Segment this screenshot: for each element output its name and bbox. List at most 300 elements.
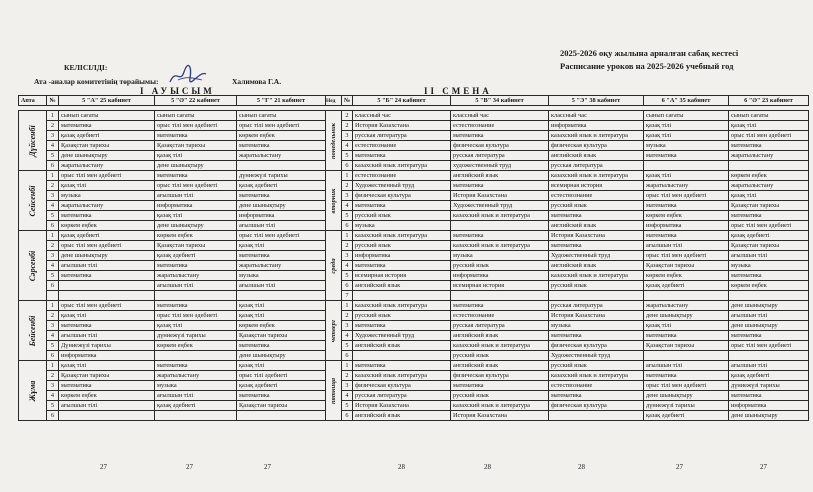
lesson-cell: математика <box>729 211 809 221</box>
lesson-number-2: 1 <box>342 231 353 241</box>
lesson-cell: информатика <box>451 271 549 281</box>
day-cell-ru <box>326 301 342 361</box>
lesson-cell: математика <box>644 151 729 161</box>
lesson-cell: естествознание <box>353 141 451 151</box>
lesson-number-2: 3 <box>342 191 353 201</box>
col-5ae: 5 "Ә" 22 кабинет <box>155 96 237 106</box>
lesson-cell: көркем еңбек <box>729 281 809 291</box>
lesson-cell: История Казахстана <box>353 121 451 131</box>
lesson-cell: дене шынықтыру <box>729 411 809 421</box>
lesson-cell: информатика <box>549 121 644 131</box>
title-ru: Расписание уроков на 2025-2026 учебный год <box>560 61 734 71</box>
lesson-cell: дүниежүзі тарихы <box>155 331 237 341</box>
lesson-cell <box>155 411 237 421</box>
lesson-cell <box>155 351 237 361</box>
lesson-cell: физическая культура <box>549 341 644 351</box>
lesson-cell: орыс тілі мен әдебиеті <box>729 341 809 351</box>
lesson-cell: естествознание <box>549 191 644 201</box>
lesson-cell: казахский язык и литература <box>451 241 549 251</box>
col-5b: 5 "Б" 24 кабинет <box>353 96 451 106</box>
lesson-cell: казахский язык и литература <box>549 271 644 281</box>
lesson-cell: орыс тілі мен әдебиеті <box>59 301 155 311</box>
schedule-row <box>19 191 809 201</box>
lesson-cell: қазақ тілі <box>644 171 729 181</box>
lesson-number: 2 <box>47 311 59 321</box>
lesson-number: 6 <box>47 221 59 231</box>
lesson-cell: орыс тілі мен әдебиеті <box>729 131 809 141</box>
lesson-cell: физическая культура <box>353 191 451 201</box>
lesson-cell: жаратылыстану <box>155 271 237 281</box>
lesson-number: 4 <box>47 391 59 401</box>
day-label-ru: среда <box>329 257 337 274</box>
lesson-cell: математика <box>451 301 549 311</box>
day-label-ru: вторник <box>329 188 337 213</box>
lesson-cell: русская литература <box>549 161 644 171</box>
lesson-cell: физическая культура <box>549 141 644 151</box>
lesson-cell: информатика <box>59 351 155 361</box>
lesson-cell: физическая культура <box>353 381 451 391</box>
lesson-number: 2 <box>47 181 59 191</box>
lesson-cell: математика <box>59 211 155 221</box>
lesson-cell: История Казахстана <box>451 191 549 201</box>
lesson-cell: математика <box>451 381 549 391</box>
col-5a: 5 "А" 25 кабинет <box>59 96 155 106</box>
lesson-cell: дене шынықтыру <box>729 321 809 331</box>
lesson-cell: қазақ тілі <box>59 181 155 191</box>
lesson-cell: художественный труд <box>451 161 549 171</box>
day-cell-kz <box>19 171 47 231</box>
lesson-cell: сынып сағаты <box>644 111 729 121</box>
lesson-cell: қазақ тілі <box>155 211 237 221</box>
lesson-cell: классный час <box>451 111 549 121</box>
lesson-cell: русский язык <box>353 311 451 321</box>
lesson-cell: математика <box>644 331 729 341</box>
approved-label: КЕЛІСІЛДІ: <box>64 63 108 72</box>
day-label-kz: Бейсенбі <box>27 315 37 346</box>
lesson-cell: көркем еңбек <box>155 231 237 241</box>
lesson-cell: Қазақстан тарихы <box>729 241 809 251</box>
lesson-cell: История Казахстана <box>549 311 644 321</box>
lesson-cell: русский язык <box>353 241 451 251</box>
day-label-kz: Жұма <box>27 380 37 401</box>
lesson-number: 3 <box>47 131 59 141</box>
lesson-cell: математика <box>59 121 155 131</box>
day-cell-kz <box>19 111 47 171</box>
lesson-number: 2 <box>47 241 59 251</box>
lesson-cell: қазақ әдебиеті <box>59 231 155 241</box>
schedule-row <box>19 301 809 311</box>
lesson-number: 4 <box>47 261 59 271</box>
lesson-number-2: 6 <box>342 411 353 421</box>
lesson-cell: русский язык <box>451 261 549 271</box>
lesson-cell: информатика <box>644 221 729 231</box>
lesson-cell: қазақ әдебиеті <box>155 401 237 411</box>
lesson-cell: қазақ тілі <box>644 321 729 331</box>
lesson-cell: математика <box>549 391 644 401</box>
lesson-number-2: 5 <box>342 401 353 411</box>
lesson-cell: дене шынықтыру <box>155 161 237 171</box>
lesson-cell: жаратылыстану <box>237 151 326 161</box>
lesson-cell: казахский язык и литература <box>549 131 644 141</box>
lesson-cell: музыка <box>237 271 326 281</box>
lesson-cell: музыка <box>353 221 451 231</box>
lesson-cell: қазақ тілі <box>644 131 729 141</box>
lesson-cell: математика <box>451 131 549 141</box>
lesson-cell: қазақ әдебиеті <box>59 131 155 141</box>
lesson-cell <box>729 161 809 171</box>
lesson-cell: дүниежүзі тарихы <box>237 171 326 181</box>
lesson-cell: жаратылыстану <box>729 181 809 191</box>
lesson-cell: дене шынықтыру <box>644 311 729 321</box>
lesson-cell: Қазақстан тарихы <box>59 141 155 151</box>
lesson-cell: жаратылыстану <box>237 261 326 271</box>
lesson-cell: музыка <box>155 381 237 391</box>
lesson-cell: қазақ тілі <box>237 301 326 311</box>
lesson-cell: қазақ тілі <box>237 361 326 371</box>
lesson-cell: орыс тілі мен әдебиеті <box>237 121 326 131</box>
lesson-number-2: 5 <box>342 211 353 221</box>
committee-name: Халимова Г.А. <box>232 77 282 86</box>
schedule-row <box>19 221 809 231</box>
lesson-number-2: 5 <box>342 271 353 281</box>
schedule-row <box>19 261 809 271</box>
lesson-cell: көркем еңбек <box>59 221 155 231</box>
schedule-row <box>19 111 809 121</box>
lesson-cell: орыс тілі мен әдебиеті <box>59 171 155 181</box>
lesson-cell: История Казахстана <box>451 411 549 421</box>
lesson-cell: Қазақстан тарихы <box>237 331 326 341</box>
lesson-cell: Художественный труд <box>451 201 549 211</box>
lesson-cell <box>353 351 451 361</box>
lesson-cell: дене шынықтыру <box>155 221 237 231</box>
lesson-cell: математика <box>237 391 326 401</box>
schedule-row <box>19 121 809 131</box>
total-6ae: 27 <box>760 463 767 471</box>
day-cell-ru <box>326 361 342 421</box>
day-label-kz: Сейсенбі <box>27 184 37 217</box>
lesson-number-2: 3 <box>342 321 353 331</box>
signature-icon <box>168 64 208 86</box>
lesson-cell: естествознание <box>451 311 549 321</box>
lesson-number: 4 <box>47 331 59 341</box>
col-6ae: 6 "Ә" 23 кабинет <box>729 96 809 106</box>
lesson-cell: қазақ әдебиеті <box>155 251 237 261</box>
schedule-row <box>19 211 809 221</box>
lesson-cell: көркем еңбек <box>644 211 729 221</box>
day-cell-ru <box>326 171 342 231</box>
lesson-number-2: 4 <box>342 201 353 211</box>
lesson-cell: ағылшын тілі <box>155 191 237 201</box>
lesson-cell: орыс тілі мен әдебиеті <box>644 191 729 201</box>
lesson-cell: жаратылыстану <box>59 201 155 211</box>
lesson-cell: английский язык <box>353 341 451 351</box>
lesson-cell: қазақ тілі <box>155 321 237 331</box>
lesson-cell: математика <box>729 271 809 281</box>
lesson-cell: математика <box>237 141 326 151</box>
lesson-cell <box>237 411 326 421</box>
lesson-cell <box>644 161 729 171</box>
lesson-cell: математика <box>155 301 237 311</box>
lesson-number-2: 4 <box>342 141 353 151</box>
lesson-cell <box>644 351 729 361</box>
total-6a: 27 <box>676 463 683 471</box>
schedule-row <box>19 281 809 291</box>
committee-label: Ата -аналар комитетінің төрайымы: <box>34 77 159 86</box>
lesson-cell: жаратылыстану <box>729 151 809 161</box>
lesson-cell: информатика <box>729 401 809 411</box>
lesson-cell: сынып сағаты <box>155 111 237 121</box>
lesson-cell: русская литература <box>353 131 451 141</box>
col-ned: Нед <box>326 96 342 106</box>
lesson-cell: Дүниежүзі тарихы <box>59 341 155 351</box>
col-5g: 5 "Г" 21 кабинет <box>237 96 326 106</box>
lesson-cell <box>451 291 549 301</box>
lesson-number: 1 <box>47 301 59 311</box>
schedule-row <box>19 371 809 381</box>
lesson-cell: физическая культура <box>451 371 549 381</box>
lesson-number: 5 <box>47 211 59 221</box>
lesson-cell: ағылшын тілі <box>59 331 155 341</box>
lesson-cell: қазақ тілі <box>644 121 729 131</box>
lesson-cell: всемирная история <box>451 281 549 291</box>
lesson-number: 6 <box>47 351 59 361</box>
lesson-cell: Художественный труд <box>353 181 451 191</box>
lesson-cell: английский язык <box>549 151 644 161</box>
schedule-row <box>19 201 809 211</box>
schedule-row <box>19 241 809 251</box>
schedule-row <box>19 181 809 191</box>
day-cell-ru <box>326 111 342 171</box>
schedule-row <box>19 401 809 411</box>
lesson-cell: дене шынықтыру <box>237 201 326 211</box>
lesson-cell: Қазақстан тарихы <box>59 371 155 381</box>
lesson-cell: қазақ әдебиеті <box>729 371 809 381</box>
lesson-cell: сынып сағаты <box>729 111 809 121</box>
col-num: № <box>47 96 59 106</box>
lesson-cell: дене шынықтыру <box>59 251 155 261</box>
lesson-cell <box>729 291 809 301</box>
lesson-cell: английский язык <box>549 221 644 231</box>
lesson-cell <box>237 291 326 301</box>
lesson-cell <box>451 221 549 231</box>
lesson-cell: русский язык <box>451 351 549 361</box>
lesson-cell: ағылшын тілі <box>729 311 809 321</box>
lesson-cell: қазақ тілі <box>237 311 326 321</box>
lesson-cell: музыка <box>729 261 809 271</box>
total-5a: 27 <box>100 463 107 471</box>
lesson-cell: Қазақстан тарихы <box>644 261 729 271</box>
lesson-cell: ағылшын тілі <box>237 281 326 291</box>
day-cell-kz <box>19 301 47 361</box>
lesson-cell: математика <box>451 231 549 241</box>
lesson-cell: жаратылыстану <box>644 301 729 311</box>
lesson-cell: дене шынықтыру <box>729 301 809 311</box>
lesson-number-2: 5 <box>342 341 353 351</box>
col-5v: 5 "В" 34 кабинет <box>451 96 549 106</box>
lesson-number-2: 3 <box>342 381 353 391</box>
lesson-cell: информатика <box>155 201 237 211</box>
lesson-number-2: 6 <box>342 281 353 291</box>
lesson-number: 2 <box>47 371 59 381</box>
lesson-cell <box>549 411 644 421</box>
lesson-cell: информатика <box>237 211 326 221</box>
lesson-cell: ағылшын тілі <box>729 361 809 371</box>
lesson-cell: английский язык <box>353 411 451 421</box>
lesson-cell: математика <box>549 241 644 251</box>
lesson-cell: орыс тілі мен әдебиеті <box>729 221 809 231</box>
lesson-cell: дүниежүзі тарихы <box>729 381 809 391</box>
lesson-cell: Қазақстан тарихы <box>237 401 326 411</box>
lesson-cell: қазақ әдебиеті <box>644 281 729 291</box>
total-5b: 28 <box>398 463 405 471</box>
lesson-cell: математика <box>59 381 155 391</box>
schedule-row <box>19 331 809 341</box>
lesson-cell: математика <box>59 321 155 331</box>
schedule-table <box>18 110 809 421</box>
lesson-cell: орыс тілі мен әдебиеті <box>237 231 326 241</box>
lesson-cell: көркем еңбек <box>729 171 809 181</box>
lesson-cell: орыс тілі мен әдебиеті <box>155 311 237 321</box>
title-kz: 2025-2026 оқу жылына арналған сабақ кестесі <box>560 48 739 58</box>
schedule-row <box>19 351 809 361</box>
lesson-cell: математика <box>59 271 155 281</box>
lesson-cell: қазақ тілі <box>59 311 155 321</box>
lesson-cell: дене шынықтыру <box>59 151 155 161</box>
lesson-cell: қазақ тілі <box>155 151 237 161</box>
lesson-cell: История Казахстана <box>353 401 451 411</box>
lesson-number: 3 <box>47 191 59 201</box>
schedule-row <box>19 411 809 421</box>
lesson-number: 5 <box>47 271 59 281</box>
lesson-cell: классный час <box>549 111 644 121</box>
lesson-number-2: 2 <box>342 311 353 321</box>
schedule-row <box>19 291 809 301</box>
lesson-cell: всемирная история <box>549 181 644 191</box>
lesson-number-2: 6 <box>342 351 353 361</box>
lesson-cell: орыс тілі әдебиеті <box>237 371 326 381</box>
lesson-cell: русский язык <box>451 391 549 401</box>
lesson-cell: русская литература <box>353 391 451 401</box>
lesson-cell: математика <box>729 391 809 401</box>
lesson-cell: всемирная история <box>353 271 451 281</box>
lesson-cell: математика <box>353 261 451 271</box>
lesson-cell <box>644 291 729 301</box>
lesson-number-2: 5 <box>342 151 353 161</box>
lesson-cell: дене шынықтыру <box>237 351 326 361</box>
lesson-number-2: 1 <box>342 361 353 371</box>
lesson-cell: қазақ тілі <box>729 121 809 131</box>
lesson-cell: математика <box>237 191 326 201</box>
lesson-number: 1 <box>47 171 59 181</box>
schedule-row <box>19 311 809 321</box>
total-5ae: 27 <box>186 463 193 471</box>
lesson-cell: естествознание <box>549 381 644 391</box>
schedule-row <box>19 171 809 181</box>
lesson-cell: русская литература <box>451 321 549 331</box>
schedule-row <box>19 391 809 401</box>
lesson-number: 3 <box>47 251 59 261</box>
lesson-cell: ағылшын тілі <box>155 391 237 401</box>
lesson-cell: дене шынықтыру <box>644 391 729 401</box>
lesson-cell: Қазақстан тарихы <box>729 201 809 211</box>
lesson-cell: математика <box>644 231 729 241</box>
lesson-cell: казахский язык и литература <box>451 401 549 411</box>
lesson-cell: жаратылыстану <box>59 161 155 171</box>
lesson-cell: казахский язык литература <box>353 161 451 171</box>
lesson-number-2: 2 <box>342 181 353 191</box>
lesson-cell: русский язык <box>549 281 644 291</box>
lesson-cell: математика <box>353 151 451 161</box>
lesson-cell: казахский язык литература <box>353 231 451 241</box>
lesson-cell: ағылшын тілі <box>644 361 729 371</box>
lesson-number-2: 4 <box>342 261 353 271</box>
lesson-cell: музыка <box>549 321 644 331</box>
lesson-number-2: 4 <box>342 391 353 401</box>
lesson-cell: орыс тілі мен әдебиеті <box>155 121 237 131</box>
schedule-row <box>19 341 809 351</box>
lesson-cell: музыка <box>451 251 549 261</box>
lesson-number: 2 <box>47 121 59 131</box>
schedule-row <box>19 271 809 281</box>
lesson-cell: музыка <box>644 141 729 151</box>
lesson-cell <box>353 291 451 301</box>
lesson-number-2: 3 <box>342 251 353 261</box>
lesson-cell: қазақ әдебиеті <box>237 181 326 191</box>
day-cell-kz <box>19 361 47 421</box>
lesson-cell: математика <box>237 251 326 261</box>
lesson-number: 5 <box>47 401 59 411</box>
col-6a: 6 "А" 35 кабинет <box>644 96 729 106</box>
lesson-cell: Художественный труд <box>353 331 451 341</box>
lesson-number: 4 <box>47 141 59 151</box>
lesson-number: 4 <box>47 201 59 211</box>
schedule-row <box>19 231 809 241</box>
lesson-cell: Қазақстан тарихы <box>155 241 237 251</box>
lesson-cell: сынып сағаты <box>237 111 326 121</box>
lesson-cell <box>59 281 155 291</box>
lesson-number: 1 <box>47 231 59 241</box>
lesson-cell: жаратылыстану <box>644 181 729 191</box>
lesson-cell: английский язык <box>451 361 549 371</box>
lesson-number-2: 7 <box>342 291 353 301</box>
lesson-cell: қазақ тілі <box>59 361 155 371</box>
lesson-cell: математика <box>155 261 237 271</box>
lesson-number: 3 <box>47 381 59 391</box>
lesson-number: 1 <box>47 361 59 371</box>
lesson-cell: ағылшын тілі <box>729 251 809 261</box>
lesson-cell: қазақ тілі <box>237 241 326 251</box>
first-shift-label: І АУЫСЫМ <box>140 86 215 96</box>
lesson-cell: математика <box>155 131 237 141</box>
lesson-cell: физическая культура <box>549 401 644 411</box>
col-day: Апта <box>19 96 47 106</box>
lesson-cell: көркем еңбек <box>644 271 729 281</box>
lesson-number: 6 <box>47 161 59 171</box>
total-5g: 27 <box>264 463 271 471</box>
lesson-cell: математика <box>729 331 809 341</box>
lesson-cell <box>237 161 326 171</box>
lesson-cell: английский язык <box>353 281 451 291</box>
schedule-row <box>19 141 809 151</box>
lesson-cell: математика <box>353 201 451 211</box>
lesson-cell: математика <box>549 331 644 341</box>
lesson-cell: казахский язык и литература <box>549 171 644 181</box>
lesson-cell: математика <box>353 321 451 331</box>
lesson-number: 3 <box>47 321 59 331</box>
lesson-cell: казахский язык литература <box>353 301 451 311</box>
lesson-cell: Художественный труд <box>549 251 644 261</box>
schedule-row <box>19 361 809 371</box>
